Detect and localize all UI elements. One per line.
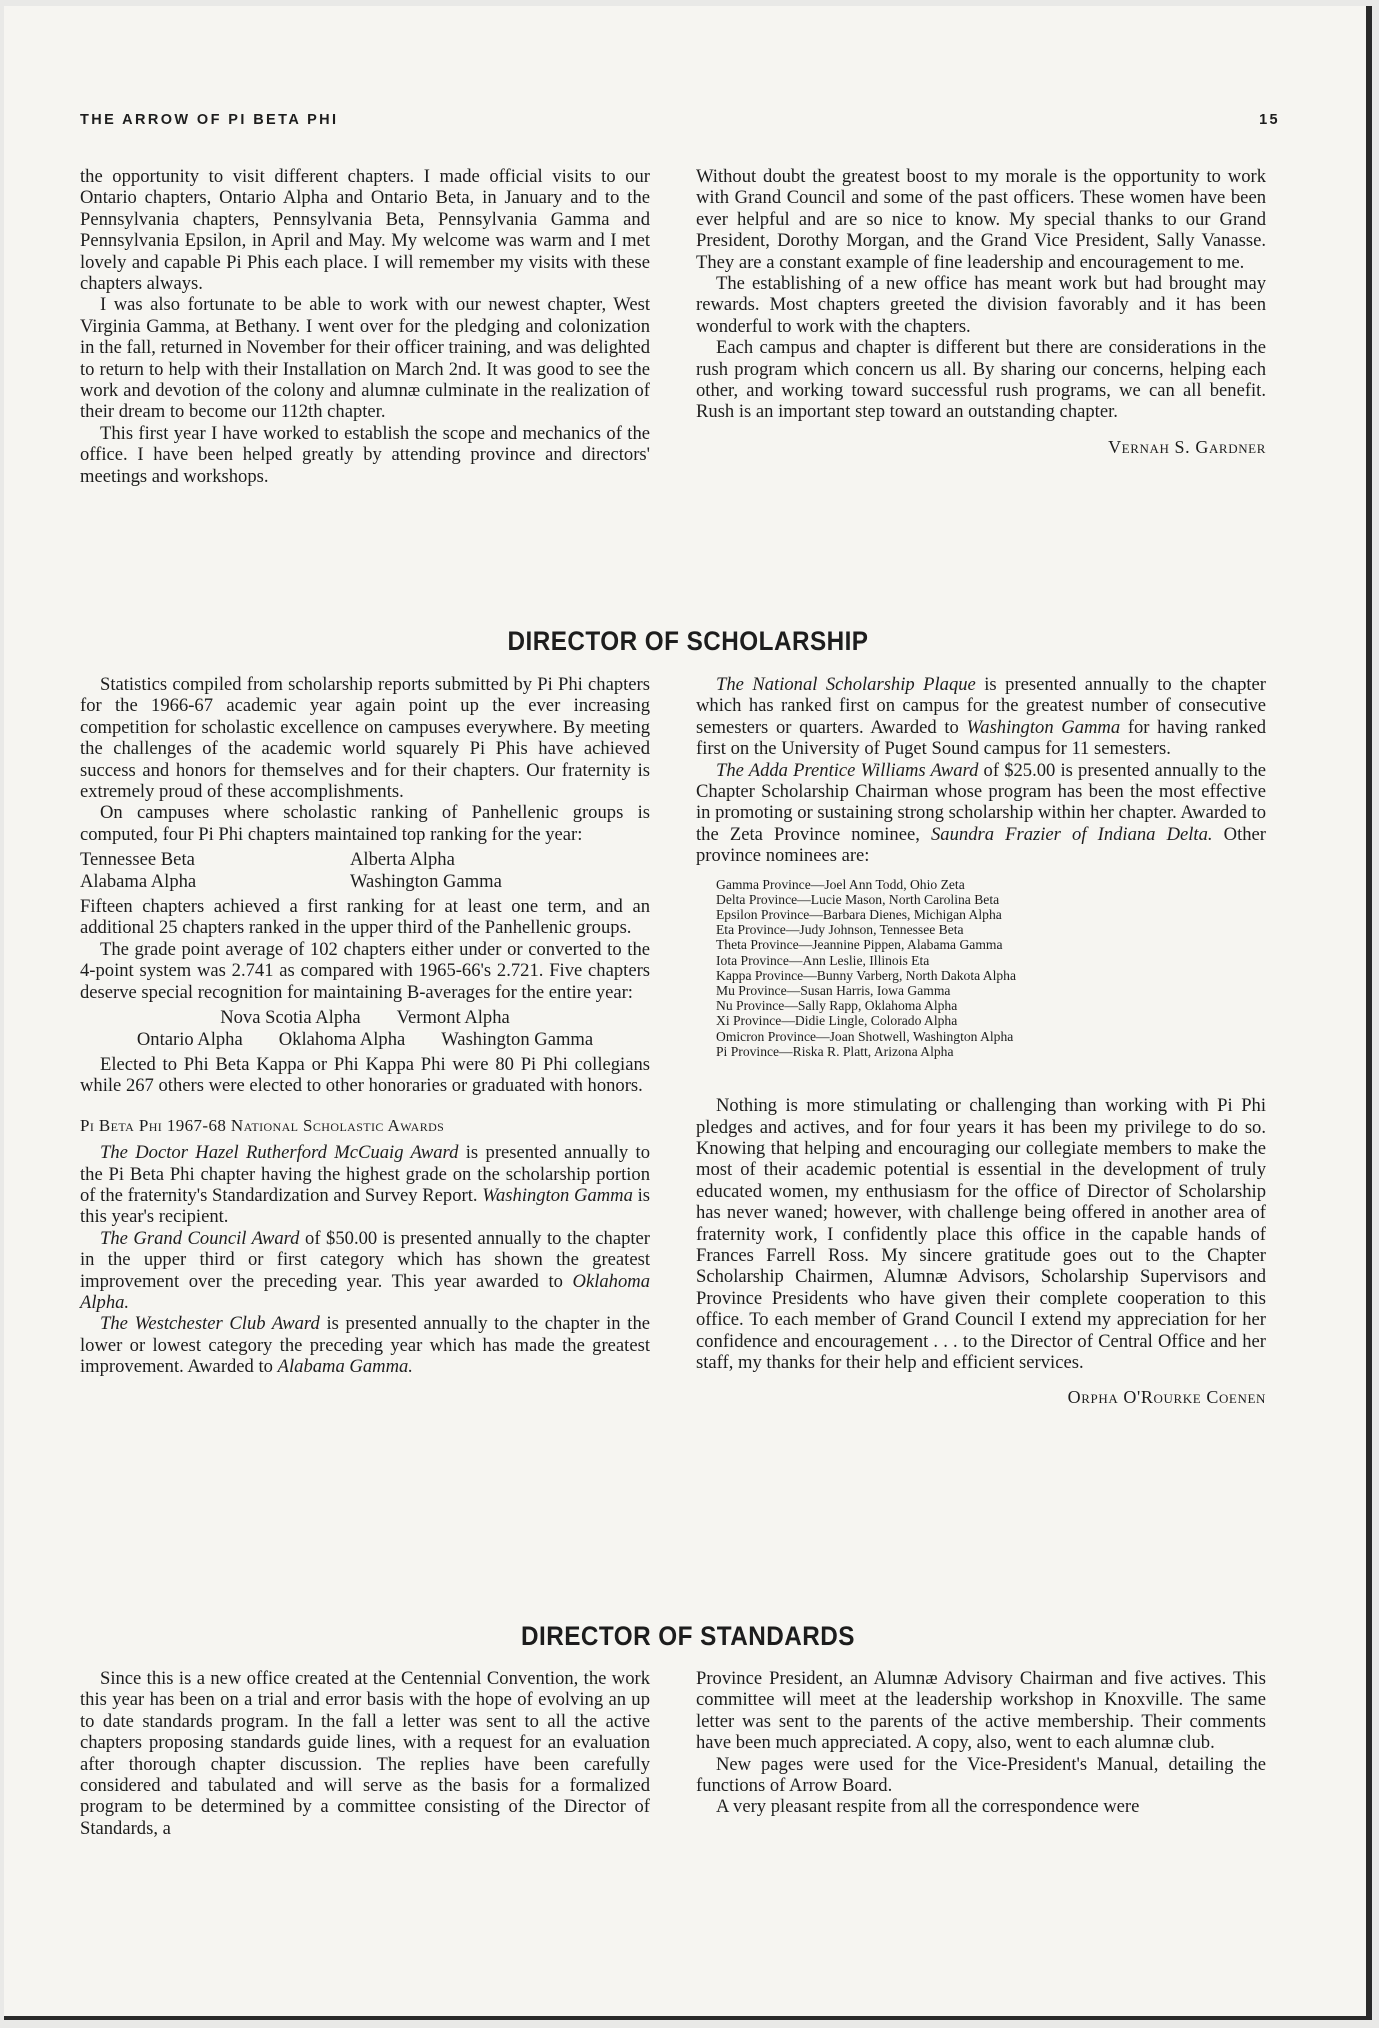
award-name: The National Scholarship Plaque [716,674,976,695]
heading-director-of-scholarship: DIRECTOR OF SCHOLARSHIP [507,626,869,656]
award-winner: Washington Gamma [966,716,1121,738]
paragraph-award-plaque [696,674,1266,760]
top-ranking-chapters [80,849,650,892]
signature-gardner: Vernah S. Gardner [1108,436,1266,457]
chapter-name: Tennessee Beta [80,849,195,871]
paragraph: Fifteen chapters achieved a first ranking for at least one term, and an additional 25 chapters ranked in the upper third of the Panhellenic groups. [80,896,650,939]
top-right-column [696,166,1266,458]
list-item: Omicron Province—Joan Shotwell, Washington Alpha [716,1028,1014,1044]
spacer [696,1059,1266,1095]
award-text: for having ranked first on the University of Puget Sound campus for 11 semesters. [696,716,1267,760]
paragraph-award-westchester [80,1313,650,1377]
heading-director-of-standards: DIRECTOR OF STANDARDS [521,1621,855,1651]
award-name: The Westchester Club Award [100,1313,320,1335]
paragraph: The establishing of a new office has meant work but had brought may rewards. Most chapters greeted the division favorably and it has been wonderful to work with the chapters. [696,273,1266,337]
list-item: Mu Province—Susan Harris, Iowa Gamma [716,983,951,999]
paragraph: Since this is a new office created at the Centennial Convention, the work this year has been on a trial and error basis with the hope of evolving an up to date standards program. In the fall a letter was sent to all the active chapters proposing standards guide lines, with a request for an evaluation after thorough chapter discussion. The replies have been carefully considered and tabulated and will serve as the basis for a formalized program to be determined by a committee consisting of the Director of Standards, a [80,1668,650,1839]
list-item: Gamma Province—Joel Ann Todd, Ohio Zeta [716,876,965,892]
award-text: of $25.00 is presented annually to the Chapter Scholarship Chairman whose program has been the most effective in promoting or sustaining strong scholarship within her chapter. Awarded to the Zeta Province nominee, [696,759,1266,845]
standards-right-column [696,1668,1266,1818]
page [4,6,1372,2020]
awards-subheading: Pi Beta Phi 1967-68 National Scholastic Awards [80,1115,445,1135]
list-item: Epsilon Province—Barbara Dienes, Michigan Alpha [716,907,1002,923]
chapter-name: Oklahoma Alpha [278,1028,406,1050]
paragraph: This first year I have worked to establish the scope and mechanics of the office. I have been helped greatly by attending province and directors' meetings and workshops. [80,422,650,487]
scholarship-right-column [696,674,1266,1409]
standards-left-column [80,1668,650,1839]
award-text: is this year's recipient. [80,1184,650,1228]
page-number: 15 [1259,112,1280,128]
list-item: Nu Province—Sally Rapp, Oklahoma Alpha [716,998,958,1014]
paragraph: New pages were used for the Vice-President's Manual, detailing the functions of Arrow Board. [696,1753,1266,1797]
b-average-chapters [80,1007,650,1050]
paragraph: On campuses where scholastic ranking of Panhellenic groups is computed, four Pi Phi chapters maintained top ranking for the year: [80,802,650,845]
paragraph: the opportunity to visit different chapters. I made official visits to our Ontario chapters, Ontario Alpha and Ontario Beta, in January and to the Pennsylvania chapters, Pennsylvania Beta, Pennsylvania Gamma and Pennsylvania Epsilon, in April and May. My welcome was warm and I met lovely and capable Pi Phis each place. I will remember my visits with these chapters always. [80,166,650,295]
award-text: is presented annually to the chapter in the lower or lowest category the preceding year which has made the greatest improvement. Awarded to [80,1313,650,1378]
award-name: The Doctor Hazel Rutherford McCuaig Award [100,1142,459,1164]
chapter-name: Washington Gamma [350,870,502,892]
list-item: Delta Province—Lucie Mason, North Carolina Beta [716,891,1000,907]
paragraph-award-mccuaig [80,1142,650,1228]
chapter-name: Alabama Alpha [80,870,197,892]
award-text: is presented annually to the Pi Beta Phi chapter having the highest grade on the scholarship portion of the fraternity's Standardization and Survey Report. [80,1142,650,1206]
award-winner: Washington Gamma [482,1184,633,1206]
chapter-name: Alberta Alpha [350,849,455,871]
paragraph: I was also fortunate to be able to work with our newest chapter, West Virginia Gamma, at Bethany. I went over for the pledging and colonization in the fall, returned in November for their officer training, and was delighted to return to help with their Installation on March 2nd. It was good to see the work and devotion of the colony and alumnæ culminate in the realization of their dream to become our 112th chapter. [80,294,650,423]
paragraph: A very pleasant respite from all the correspondence were [716,1796,1140,1818]
award-winner: Alabama Gamma. [277,1356,413,1378]
paragraph-award-grand-council [80,1228,650,1314]
chapter-name: Nova Scotia Alpha [220,1007,361,1029]
list-item: Iota Province—Ann Leslie, Illinois Eta [716,952,930,968]
award-winner: Oklahoma Alpha. [80,1270,650,1313]
paragraph-award-williams [696,760,1266,867]
province-nominees-list [716,877,1266,1059]
award-text: of $50.00 is presented annually to the chapter in the upper third or first category which has shown the greatest improvement over the preceding year. This year awarded to [80,1227,650,1292]
paragraph: Elected to Phi Beta Kappa or Phi Kappa Phi were 80 Pi Phi collegians while 267 others were elected to other honoraries or graduated with honors. [80,1053,650,1097]
list-item: Eta Province—Judy Johnson, Tennessee Beta [716,922,964,938]
chapter-name: Vermont Alpha [396,1007,510,1029]
list-item: Xi Province—Didie Lingle, Colorado Alpha [716,1013,958,1029]
award-name: The Adda Prentice Williams Award [716,759,979,781]
award-winner: Saundra Frazier of Indiana Delta. [931,823,1213,845]
award-name: The Grand Council Award [100,1227,300,1249]
paragraph: The grade point average of 102 chapters either under or converted to the 4-point system was 2.741 as compared with 1965-66's 2.721. Five chapters deserve special recognition for maintaining B-averages for the entire year: [80,938,650,1003]
paragraph: Province President, an Alumnæ Advisory Chairman and five actives. This committee will meet at the leadership workshop in Knoxville. The same letter was sent to the parents of the active membership. Their comments have been much appreciated. A copy, also, went to each alumnæ club. [696,1668,1266,1754]
top-left-column [80,166,650,487]
list-item: Theta Province—Jeannine Pippen, Alabama Gamma [716,937,1003,953]
scholarship-left-column [80,674,650,1378]
running-title: THE ARROW OF PI BETA PHI [80,112,339,128]
signature-coenen: Orpha O'Rourke Coenen [1067,1387,1266,1408]
list-item: Pi Province—Riska R. Platt, Arizona Alpha [716,1043,954,1059]
chapter-name: Ontario Alpha [136,1028,243,1050]
list-item: Kappa Province—Bunny Varberg, North Dakota Alpha [716,967,1017,983]
running-header [80,112,1280,128]
award-text: is presented annually to the chapter which has ranked first on campus for the greatest number of consecutive semesters or quarters. Awarded to [696,674,1267,738]
paragraph: Without doubt the greatest boost to my morale is the opportunity to work with Grand Council and some of the past officers. These women have been ever helpful and are so nice to know. My special thanks to our Grand President, Dorothy Morgan, and the Grand Vice President, Sally Vanasse. They are a constant example of fine leadership and encouragement to me. [696,166,1266,273]
award-text: Other province nominees are: [696,823,1267,867]
paragraph: Each campus and chapter is different but there are considerations in the rush program which concern us all. By sharing our concerns, helping each other, and working toward successful rush programs, we can all benefit. Rush is an important step toward an outstanding chapter. [696,337,1266,423]
chapter-name: Washington Gamma [441,1028,594,1050]
paragraph: Statistics compiled from scholarship reports submitted by Pi Phi chapters for the 1966-67 academic year again point up the ever increasing competition for scholastic excellence on campuses everywhere. By meeting the challenges of the academic world squarely Pi Phis have achieved success and honors for themselves and for their chapters. Our fraternity is extremely proud of these accomplishments. [80,674,650,803]
paragraph: Nothing is more stimulating or challenging than working with Pi Phi pledges and actives, and for four years it has been my privilege to do so. Knowing that helping and encouraging our collegiate members to make the most of their academic potential is essential in the development of truly educated women, my enthusiasm for the office of Director of Scholarship has never waned; however, with challenge being offered in another area of fraternity work, I confidently place this office in the capable hands of Frances Farrell Ross. My sincere gratitude goes out to the Chapter Scholarship Chairmen, Alumnæ Advisors, Scholarship Supervisors and Province Presidents who have given their complete cooperation to this office. To each member of Grand Council I extend my appreciation for her confidence and encouragement . . . to the Director of Central Office and her staff, my thanks for their help and efficient services. [696,1095,1266,1373]
